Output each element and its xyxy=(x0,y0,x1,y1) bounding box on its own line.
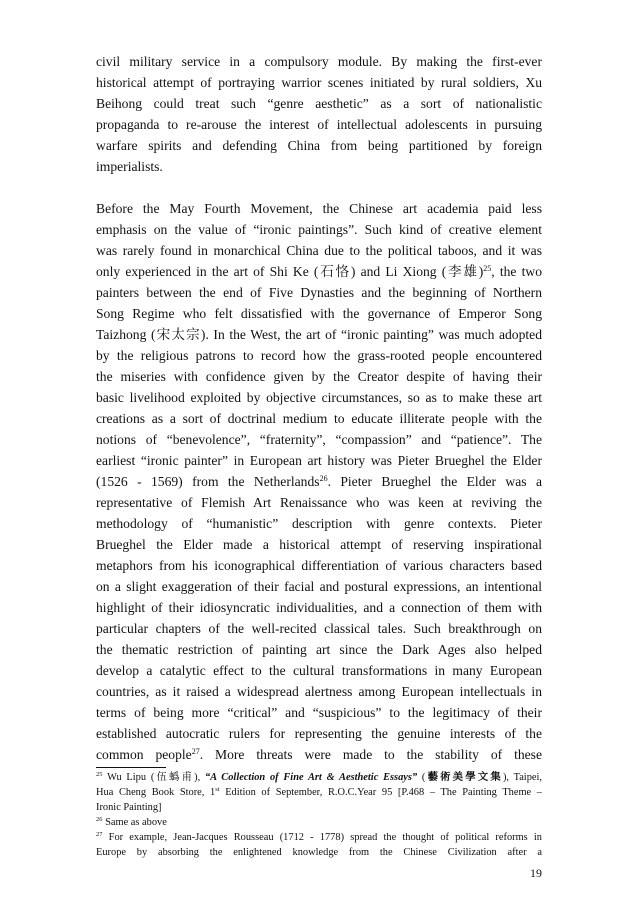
footnote-27 xyxy=(96,830,542,846)
body-line: painters between the end of Five Dynasties and the beginning of Northern xyxy=(96,285,542,300)
footnote-ref-27[interactable]: 27 xyxy=(191,747,200,756)
body-line: historical attempt of portraying warrior scenes initiated by rural soldiers, Xu xyxy=(96,75,542,90)
ordinal-suffix: st xyxy=(215,786,220,793)
body-line: established autocratic rulers for representing the genuine interests of the xyxy=(96,726,542,741)
body-line: Brueghel the Elder made a historical attempt of reserving inspirational xyxy=(96,537,542,552)
body-line: Song Regime who felt dissatisfied with the governance of Emperor Song xyxy=(96,306,542,321)
body-line: emphasis on the value of “ironic paintings”. Such kind of creative element xyxy=(96,222,542,237)
body-line: notions of “benevolence”, “fraternity”, “compassion” and “patience”. The xyxy=(96,432,542,447)
body-line: metaphors from his iconographical differentiation of various characters based xyxy=(96,558,542,573)
body-line: Before the May Fourth Movement, the Chinese art academia paid less xyxy=(96,201,542,216)
text-run: . Pieter Brueghel the Elder was a xyxy=(327,474,542,489)
body-line: warfare spirits and defending China from being partitioned by foreign xyxy=(96,138,542,153)
body-line xyxy=(96,746,542,764)
text-run: Hua Cheng Book Store, 1 xyxy=(96,787,216,798)
text-run: (1526 - 1569) from the Netherlands xyxy=(96,474,320,489)
text-run: Wu Lipu (伍蟡甫), xyxy=(102,772,205,783)
body-line: propaganda to re-arouse the interest of intellectual adolescents in pursuing xyxy=(96,117,542,132)
footnote-ref-25[interactable]: 25 xyxy=(483,264,492,273)
body-line: creations as a sort of doctrinal medium to educate illiterate people with the xyxy=(96,411,542,426)
footnote-ref-26[interactable]: 26 xyxy=(319,474,328,483)
text-run: common people xyxy=(96,747,192,762)
text-run: Edition of September, R.O.C.Year 95 [P.468 – The Painting Theme – xyxy=(219,787,542,798)
body-line: basic livelihood exploited by objective circumstances, so as to make these art xyxy=(96,390,542,405)
body-line: countries, as it raised a widespread alertness among European intellectuals in xyxy=(96,684,542,699)
footnote-25-line xyxy=(96,785,542,801)
body-line: terms of being more “critical” and “suspicious” to the legitimacy of their xyxy=(96,705,542,720)
body-line: highlight of their idiosyncratic individualities, and a connection of them with xyxy=(96,600,542,615)
body-line: imperialists. xyxy=(96,159,163,174)
body-line: the thematic restriction of painting art since the Dark Ages also helped xyxy=(96,642,542,657)
footnote-25 xyxy=(96,770,542,786)
body-line: the miseries with confidence given by the Creator despite of having their xyxy=(96,369,542,384)
body-line xyxy=(96,473,542,491)
body-line: Beihong could treat such “genre aesthetic” as a sort of nationalistic xyxy=(96,96,542,111)
body-line: develop a catalytic effect to the cultural transformations in many European xyxy=(96,663,542,678)
footnote-number: 26 xyxy=(96,816,103,823)
body-line: earliest “ironic painter” in European art history was Pieter Brueghel the Elder xyxy=(96,453,542,468)
text-run: , the two xyxy=(491,264,542,279)
body-line: representative of Flemish Art Renaissance who was keen at reviving the xyxy=(96,495,542,510)
book-title: “A Collection of Fine Art & Aesthetic Essays” xyxy=(204,772,418,783)
footnote-number: 25 xyxy=(96,771,103,778)
text-run: ( xyxy=(417,772,426,783)
body-line: on a slight exaggeration of their facial and postural expressions, an intentional xyxy=(96,579,542,594)
footnote-separator xyxy=(96,767,166,768)
footnote-25-line: Ironic Painting] xyxy=(96,802,162,813)
body-line: particular chapters of the well-recited classical tales. Such breakthrough on xyxy=(96,621,542,636)
text-run: Same as above xyxy=(102,817,167,828)
footnote-27-line: Europe by absorbing the enlightened knowledge from the Chinese Civilization after a xyxy=(96,847,542,858)
body-line: civil military service in a compulsory module. By making the first-ever xyxy=(96,54,542,69)
body-line: by the religious patrons to record how the grass-rooted people encountered xyxy=(96,348,542,363)
text-run: ), Taipei, xyxy=(502,772,542,783)
footnote-number: 27 xyxy=(96,831,103,838)
footnote-26 xyxy=(96,815,542,831)
page-number: 19 xyxy=(530,866,542,880)
text-run: only experienced in the art of Shi Ke (石恪) and Li Xiong (李雄) xyxy=(96,264,484,279)
book-title-chinese: 藝術美學文集 xyxy=(425,772,503,783)
text-run: . More threats were made to the stability of these xyxy=(199,747,542,762)
body-line xyxy=(96,263,542,281)
body-line: was rarely found in monarchical China due to the political taboos, and it was xyxy=(96,243,542,258)
text-run: For example, Jean-Jacques Rousseau (1712 - 1778) spread the thought of political reforms in xyxy=(102,832,542,843)
body-line: Taizhong (宋太宗). In the West, the art of “ironic painting” was much adopted xyxy=(96,327,542,342)
body-line: methodology of “humanistic” description with genre contexts. Pieter xyxy=(96,516,542,531)
